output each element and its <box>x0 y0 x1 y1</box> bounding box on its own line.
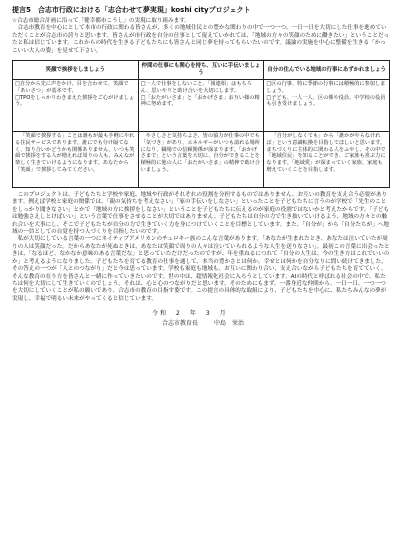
table-cell: □自分から先に声をかけ、目を合わせて、笑顔で「あいさつ」が基本です。 □TPOをしっかりわきまえた挨拶をご心がけましょう。 <box>13 80 139 132</box>
action-table <box>12 60 390 188</box>
body-section <box>12 192 390 303</box>
signer-organization: 合志市教育長 <box>162 320 199 328</box>
body-paragraph: 私が大切にしている言葉の一つにネイティブアメリカンのチェロキー族のこんな言葉があります。「あなたが生まれたとき、あなたは泣いていたが周りの人は笑顔だった。だからあなたが死ぬときは、あなたは笑顔で周りの人々は泣いていられるような人生を送りなさい」。最初この言葉に出会ったときは、「なるほど、なかなか意味のある言葉だな」と思っていただけだったのですが、年を重ねるにつれて「自分の人生は、今の生き方はこれでいいのか」と考えるようになりました。子どもたちを育てる教育の仕事を通して、本当の豊かさとは何か、幸せとは何かを自分なりに問い続けてきました。その答えの一つが「人とのつながり」だと今は思っています。学校も家庭も地域も、お互いに関わり合い、支え合いながら子どもたちを育てていく。そんな教育の在り方を皆さんと一緒に作っていきたいのです。世の中は、超情報化社会に入ろうとしています。AIの時代と呼ばれる社会の中で、私たちは何を大切にして生きていくのでしょう。それは、心と心のつながりだと思います。そのためにもまず、一番身近な仲間から、一日一日、一つ一つを大切にしていくことが私の願いであり、合志市の教育の目指す姿です。この提言の具体的な取組により、子どもたちを中心に、私たちみんなの夢が実現し、幸福で明るい未来がやってくると信じています。 <box>12 236 390 302</box>
signature-block <box>12 309 390 329</box>
column-header-community: 自分の住んでいる地域の行事にあずかれましょう <box>264 61 390 80</box>
table-cell: 「自分がしなくても」から「誰かがやらなければ」という意識転換を目指してほしいと思います。まちづくりに主体的に関わる人をふやし、その中で「地域住民」を知ることができ、ご家族も喜ぶ力になります。「地域愛」が深まっていく家族、家庭も増えていくことを目指します。 <box>264 132 390 188</box>
table-cell: やさしさと気持ちよさ、皆の協力が仕事の中でも「気づき」があり、エネルギーがいつも溢れる場所になり、職場での信頼関係が深まります。「おかげさまで」という言葉を大切に、自分ができることを積極的に他の人に「おたがいさま」の精神で助け合いましょう。 <box>138 132 264 188</box>
signer-name: 中島 栄治 <box>213 320 244 328</box>
signer-line <box>12 319 390 329</box>
column-header-colleagues: 仲間の仕事にも関心を持ち、互いに手伝いましょう <box>138 61 264 80</box>
table-cell: □一人で仕事をしないこと、「報連相」はもちろん、思いやりと助け合いを大切にします。 □「おたがいさま」と「おかげさま」お互い様の精神に努めます。 <box>138 80 264 132</box>
table-cell: 「笑顔で挨拶する」ことは誰もが最も手軽にやれる住民サービスであります。誰にでも分け隔てなく、知り合いかどうかも関係ありません。いつも笑顔で挨拶をする人が増えれば周りの人も、みんなが楽しく生きていけるようになります。あなたから「笑顔」で挨拶してみてください。 <box>13 132 139 188</box>
issue-date: 令和 2 年 3 月 <box>152 310 228 318</box>
intro-lead: ☆合志市総合計画に沿って「健幸都市こうし」の実現に取り組みます。 <box>12 18 190 24</box>
body-paragraph: このプロジェクトは、子どもたちと学校や家庭、地域や行政がそれぞれの役割を分担するものではありません。お互いの教育を支え合う必要があります。例えば学校と家庭の関係では、「親の気持ちを考えなさい」「家の手伝いをしなさい」といったことを子どもたちに言うのが学校で「先生のことをしっかり聞きなさい」とかで「地域の方に挨拶をしなさい」ということを子どもたちに伝えるのが家庭の役割ではないかと考えたからです。「子どもは勉強さえしとけばいい」という言葉で仕事をさせることが大切ではありません。子どもたちは自分の力で生き抜いていけるよう、地域の方々との触れ合いを大事にし、そこで子どもたちが自分の力で生きていく力を身につけていくことを目標としています。また、「自分が」から「自分たちが」へ地域の一員としての自覚を持つ人づくりを目指したいのです。 <box>12 192 390 236</box>
intro-section <box>12 18 390 55</box>
document-title: 提言5 合志市行政における「志合わせて夢実現」koshi cityプロジェクト <box>12 6 251 14</box>
column-header-greeting: 笑顔で挨拶をしましょう <box>13 61 139 80</box>
table-cell: □区の行事、特に季節の行事には積極的に参加しましょう。 □子ども、一人一人、区の係や役員、中学校の役員も引き受けましょう。 <box>264 80 390 132</box>
intro-paragraph: 合志市教育を中心にとして本市の行政に関わる皆さんが、多くの地域住民との豊かな関わりの中で一つ一つ、一日一日を大切にした仕事を進めていただくことが合志市の誇りと思います。皆さんが市行政を自分の仕事として捉えていかれては、「地域の方々の笑顔のために働きたい」ということだったと私は信じています。これからの時代を生きる子どもたちにも皆さんと同じ夢を持ってもらいたいのです。議論の実施を中心に整備を生きる「かっこいい大人の姿」を見せて下さい。 <box>12 25 390 54</box>
